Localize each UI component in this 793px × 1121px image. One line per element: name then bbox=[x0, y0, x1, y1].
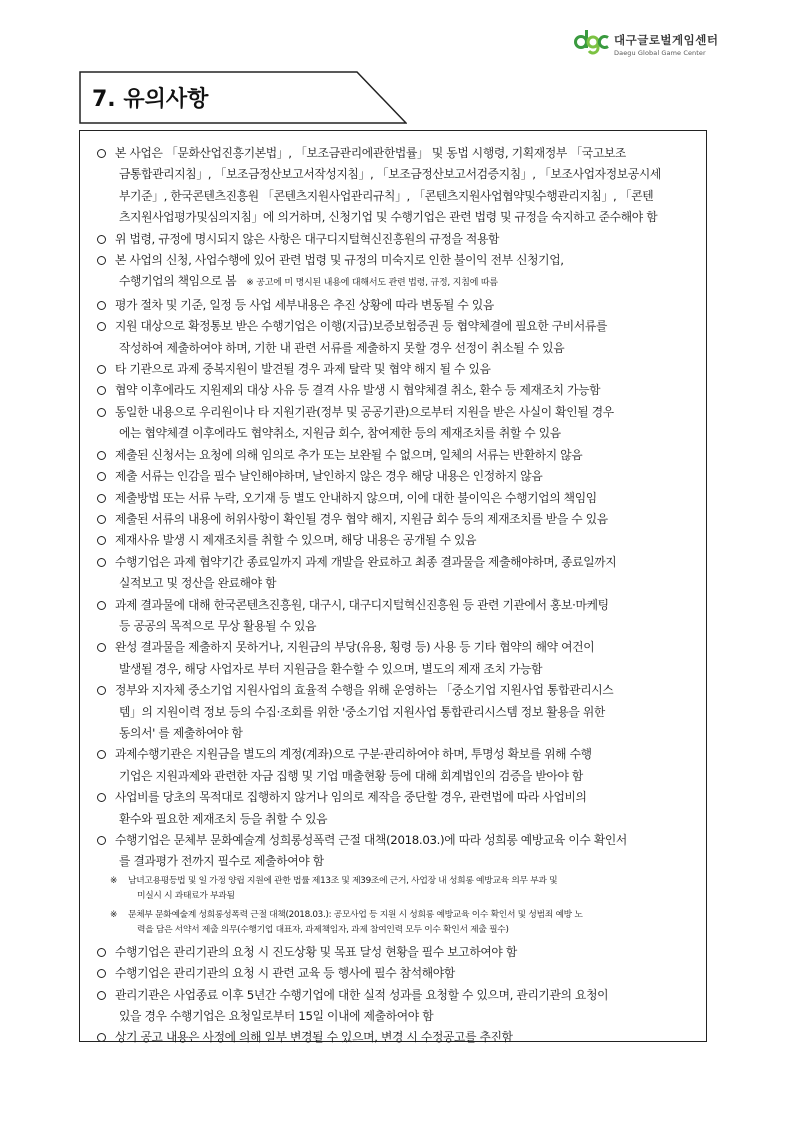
notice-item-text: 지원 대상으로 확정통보 받은 수행기업은 이행(지급)보증보험증권 등 협약체결에 필요한 구비서류를 bbox=[115, 319, 607, 334]
notice-item-text: 동일한 내용으로 우리원이나 타 지원기관(정부 및 공공기관)으로부터 지원을 받은 사실이 확인될 경우 bbox=[115, 404, 614, 419]
section-title: 7. 유의사항 bbox=[92, 87, 209, 112]
footnote-text: 미실시 시 과태료가 부과됨 bbox=[137, 891, 235, 902]
notice-item-text: 위 법령, 규정에 명시되지 않은 사항은 대구디지털혁신진흥원의 규정을 적용함 bbox=[115, 231, 500, 246]
circle-bullet-icon bbox=[97, 948, 106, 957]
notice-item-text: 제출방법 또는 서류 누락, 오기재 등 별도 안내하지 않으며, 이에 대한 불이익은 수행기업의 책임임 bbox=[115, 490, 597, 505]
notice-item bbox=[92, 316, 702, 359]
circle-bullet-icon bbox=[97, 472, 106, 481]
notice-item bbox=[92, 509, 702, 530]
circle-bullet-icon bbox=[97, 601, 106, 610]
circle-bullet-icon bbox=[97, 836, 106, 845]
circle-bullet-icon bbox=[97, 494, 106, 503]
section-title-box bbox=[79, 71, 407, 124]
notice-item-text: 동의서' 를 제출하여야 함 bbox=[119, 725, 243, 740]
logo bbox=[574, 24, 774, 68]
notice-item-text: 정부와 지자체 중소기업 지원사업의 효율적 수행을 위해 운영하는 「중소기업 지원사업 통합관리시스 bbox=[115, 683, 614, 698]
notice-item-text: 과제 결과물에 대해 한국콘텐츠진흥원, 대구시, 대구디지털혁신진흥원 등 관련 기관에서 홍보·마케팅 bbox=[115, 597, 609, 612]
notice-box bbox=[79, 130, 707, 1045]
notice-item-text: 발생될 경우, 해당 사업자로 부터 지원금을 환수할 수 있으며, 별도의 제재 조치 가능함 bbox=[119, 661, 543, 676]
circle-bullet-icon bbox=[97, 365, 106, 374]
circle-bullet-icon bbox=[97, 643, 106, 652]
circle-bullet-icon bbox=[97, 386, 106, 395]
notice-item bbox=[92, 552, 702, 595]
notice-item bbox=[92, 445, 702, 466]
circle-bullet-icon bbox=[97, 322, 106, 331]
notice-item-text: 수행기업은 관리기관의 요청 시 관련 교육 등 행사에 필수 참석해야함 bbox=[115, 966, 455, 981]
notice-item-text: 작성하여 제출하여야 하며, 기한 내 관련 서류를 제출하지 못할 경우 선정이 취소될 수 있음 bbox=[119, 340, 565, 355]
notice-item-text: 실적보고 및 정산을 완료해야 함 bbox=[119, 576, 277, 591]
notice-item bbox=[92, 595, 702, 638]
notice-item bbox=[92, 466, 702, 487]
notice-item bbox=[92, 143, 702, 229]
circle-bullet-icon bbox=[97, 686, 106, 695]
notice-item bbox=[92, 380, 702, 401]
notice-item-text: 부기준」, 한국콘텐츠진흥원 「콘텐츠지원사업관리규칙」, 「콘텐츠지원사업협약및수행관리지침」, 「콘텐 bbox=[119, 188, 654, 203]
notice-item-text: 제출된 서류의 내용에 허위사항이 확인될 경우 협약 해지, 지원금 회수 등의 제재조치를 받을 수 있음 bbox=[115, 511, 608, 526]
notice-item bbox=[92, 295, 702, 316]
notice-item-text: 템」의 지원이력 정보 등의 수집·조회를 위한 '중소기업 지원사업 통합관리시스템 정보 활용을 위한 bbox=[119, 704, 605, 719]
notice-item-text: 완성 결과물을 제출하지 못하거나, 지원금의 부당(유용, 횡령 등) 사용 등 기타 협약의 해약 여건이 bbox=[115, 640, 595, 655]
circle-bullet-icon bbox=[97, 793, 106, 802]
notice-item bbox=[92, 229, 702, 250]
circle-bullet-icon bbox=[97, 515, 106, 524]
notice-item-text: 본 사업은 「문화산업진흥기본법」, 「보조금관리에관한법률」 및 동법 시행령, 기획재정부 「국고보조 bbox=[115, 146, 626, 160]
notice-item bbox=[92, 530, 702, 551]
notice-item bbox=[92, 637, 702, 680]
notice-list bbox=[92, 143, 702, 1049]
notice-item-text: 협약 이후에라도 지원제외 대상 사유 등 결격 사유 발생 시 협약체결 취소, 환수 등 제재조치 가능함 bbox=[115, 383, 601, 398]
notice-item bbox=[92, 680, 702, 744]
notice-item bbox=[92, 830, 702, 873]
notice-item-text: 있을 경우 수행기업은 요청일로부터 15일 이내에 제출하여야 함 bbox=[119, 1009, 434, 1024]
circle-bullet-icon bbox=[97, 408, 106, 417]
notice-item-text: 에는 협약체결 이후에라도 협약취소, 지원금 회수, 참여제한 등의 제재조치를 취할 수 있음 bbox=[119, 426, 561, 441]
notice-item-text: 금통합관리지침」, 「보조금정산보고서작성지침」, 「보조금정산보고서검증지침」, 「보조사업자정보공시세 bbox=[119, 167, 661, 182]
notice-item-text: 타 기관으로 과제 중복지원이 발견될 경우 과제 탈락 및 협약 해지 될 수 있음 bbox=[115, 362, 491, 377]
notice-item-text: 를 결과평가 전까지 필수로 제출하여야 함 bbox=[119, 854, 324, 869]
footnote-text: 문체부 문화예술계 성희롱성폭력 근절 대책(2018.03.): 공모사업 등 지원 시 성희롱 예방교육 이수 확인서 및 성범죄 예방 노 bbox=[128, 909, 583, 920]
circle-bullet-icon bbox=[97, 235, 106, 244]
notice-item-text: 사업비를 당초의 목적대로 집행하지 않거나 임의로 제작을 중단할 경우, 관련법에 따라 사업비의 bbox=[115, 790, 587, 805]
dgc-logo-icon bbox=[574, 24, 610, 58]
footnote bbox=[92, 874, 702, 905]
circle-bullet-icon bbox=[97, 536, 106, 545]
notice-item-text: 상기 공고 내용은 사정에 의해 일부 변경될 수 있으며, 변경 시 수정공고를 추진함 bbox=[115, 1030, 513, 1045]
notice-item-text: 제출 서류는 인감을 필수 날인해야하며, 날인하지 않은 경우 해당 내용은 인정하지 않음 bbox=[115, 469, 543, 484]
notice-item-text: 등 공공의 목적으로 무상 활용될 수 있음 bbox=[119, 618, 317, 633]
notice-item bbox=[92, 942, 702, 963]
notice-item-text: 관리기관은 사업종료 이후 5년간 수행기업에 대한 실적 성과를 요청할 수 있으며, 관리기관의 요청이 bbox=[115, 987, 609, 1002]
footnote-text: 력을 담은 서약서 제출 의무(수행기업 대표자, 과제책임자, 과제 참여인력 모두 이수 확인서 제출 필수) bbox=[137, 925, 509, 936]
notice-item-text: 츠지원사업평가및심의지침」에 의거하며, 신청기업 및 수행기업은 관련 법령 및 규정을 숙지하고 준수해야 함 bbox=[119, 210, 658, 225]
logo-subtitle: Daegu Global Game Center bbox=[614, 49, 706, 57]
circle-bullet-icon bbox=[97, 256, 106, 265]
notice-item bbox=[92, 402, 702, 445]
notice-item bbox=[92, 1027, 702, 1048]
reference-mark: ※ bbox=[110, 909, 118, 920]
footnote-text: 남녀고용평등법 및 일 가정 양립 지원에 관한 법률 제13조 및 제39조에 근거, 사업장 내 성희롱 예방교육 의무 부과 및 bbox=[128, 875, 558, 886]
reference-mark: ※ bbox=[110, 875, 118, 886]
circle-bullet-icon bbox=[97, 149, 106, 158]
notice-item-text: 본 사업의 신청, 사업수행에 있어 관련 법령 및 규정의 미숙지로 인한 불이익 전부 신청기업, bbox=[115, 253, 564, 268]
notice-item-text: 과제수행기관은 지원금을 별도의 계정(계좌)으로 구분·관리하여야 하며, 투명성 확보를 위해 수행 bbox=[115, 747, 592, 762]
notice-item bbox=[92, 488, 702, 509]
notice-item-text: 수행기업은 문체부 문화예술계 성희롱성폭력 근절 대책(2018.03.)에 따라 성희롱 예방교육 이수 확인서 bbox=[115, 833, 627, 847]
circle-bullet-icon bbox=[97, 969, 106, 978]
notice-item-text: 수행기업은 과제 협약기간 종료일까지 과제 개발을 완료하고 최종 결과물을 제출해야하며, 종료일까지 bbox=[115, 554, 617, 569]
notice-item bbox=[92, 250, 702, 295]
circle-bullet-icon bbox=[97, 1033, 106, 1042]
notice-item bbox=[92, 963, 702, 984]
notice-item-text: 환수와 필요한 제재조치 등을 취할 수 있음 bbox=[119, 811, 328, 826]
notice-item bbox=[92, 985, 702, 1028]
notice-item-text: 제출된 신청서는 요청에 의해 임의로 추가 또는 보완될 수 없으며, 일체의 서류는 반환하지 않음 bbox=[115, 447, 583, 462]
notice-item bbox=[92, 744, 702, 787]
circle-bullet-icon bbox=[97, 558, 106, 567]
circle-bullet-icon bbox=[97, 750, 106, 759]
notice-item-text: 제재사유 발생 시 제재조치를 취할 수 있으며, 해당 내용은 공개될 수 있음 bbox=[115, 533, 477, 548]
circle-bullet-icon bbox=[97, 301, 106, 310]
circle-bullet-icon bbox=[97, 451, 106, 460]
notice-item bbox=[92, 359, 702, 380]
footnote bbox=[92, 908, 702, 939]
notice-item-text: 기업은 지원과제와 관련한 자금 집행 및 기업 매출현황 등에 대해 회계법인의 검증을 받아야 함 bbox=[119, 768, 583, 783]
notice-item-text: 평가 절차 및 기준, 일정 등 사업 세부내용은 추진 상황에 따라 변동될 수 있음 bbox=[115, 297, 494, 312]
notice-item bbox=[92, 787, 702, 830]
inline-note: ※ 공고에 미 명시된 내용에 대해서도 관련 법령, 규정, 지침에 따름 bbox=[246, 278, 498, 289]
notice-item-text: 수행기업은 관리기관의 요청 시 진도상황 및 목표 달성 현황을 필수 보고하여야 함 bbox=[115, 944, 517, 959]
logo-name: 대구글로벌게임센터 bbox=[614, 33, 719, 47]
circle-bullet-icon bbox=[97, 991, 106, 1000]
notice-item-text: 수행기업의 책임으로 봄 ※ 공고에 미 명시된 내용에 대해서도 관련 법령, 규정, 지침에 따름 bbox=[119, 274, 498, 289]
